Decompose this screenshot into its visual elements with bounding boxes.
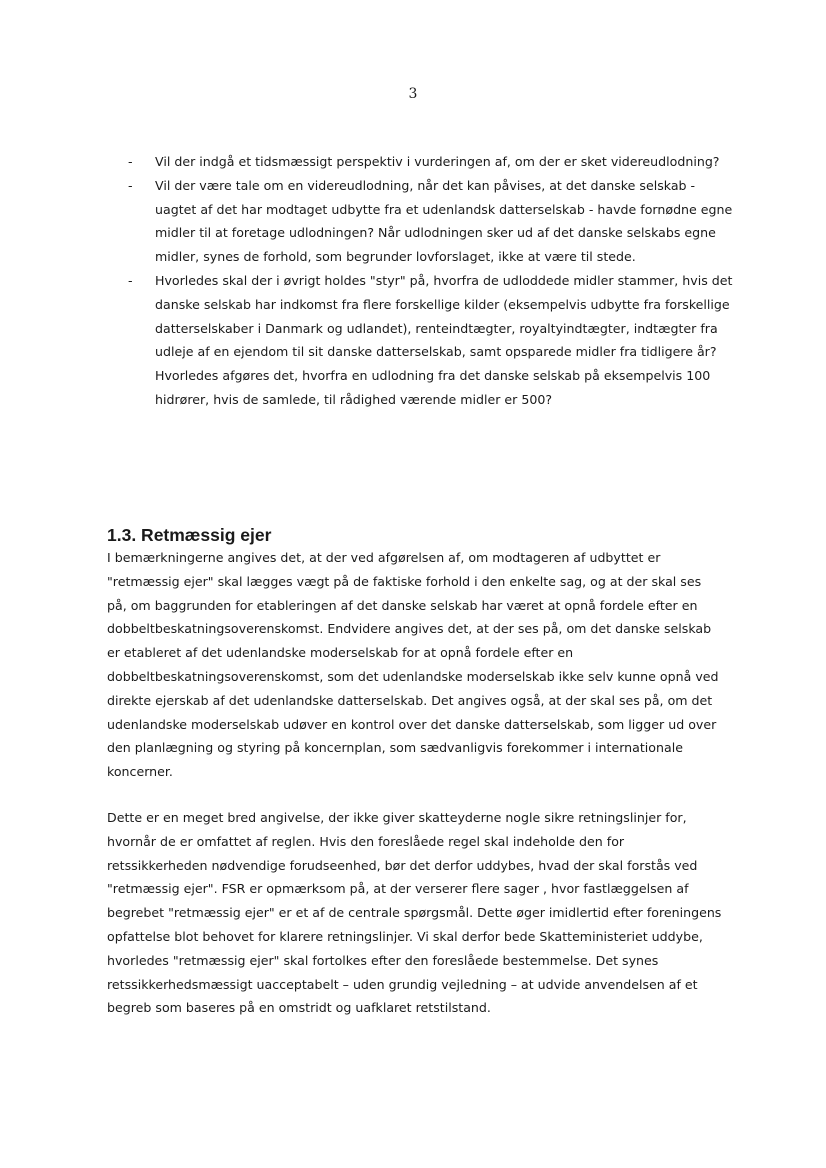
dash-bullet-marker: - — [128, 272, 133, 288]
dash-bullet-marker: - — [128, 154, 133, 169]
list-item — [118, 174, 738, 269]
dash-bullet-marker: - — [128, 177, 133, 193]
section-heading: 1.3. Retmæssig ejer — [107, 525, 272, 545]
list-item-text: Vil der være tale om en videreudlodning, når det kan påvises, at det danske selskab - uagtet af det har modtaget udbytte fra et udenlandsk datterselskab - havde fornødne egne midler til at foretage udlodningen? Når udlodningen sker ud af det danske selskabs egne midler, synes de forhold, som begrunder lovforslaget, ikke at være til stede. — [155, 177, 733, 265]
list-item-text: Vil der indgå et tidsmæssigt perspektiv i vurderingen af, om der er sket videreudlodning? — [155, 154, 720, 169]
list-item — [118, 150, 738, 174]
body-paragraph: Dette er en meget bred angivelse, der ikke giver skatteyderne nogle sikre retningslinjer for, hvornår de er omfattet af reglen. Hvis den foreslåede regel skal indeholde den for retssikkerheden nødvendige forudseenhed, bør det derfor uddybes, hvad der skal forstås ved "retmæssig ejer". FSR er opmærksom på, at der verserer flere sager , hvor fastlæggelsen af begrebet "retmæssig ejer" er et af de centrale spørgsmål. Dette øger imidlertid efter foreningens opfattelse blot behovet for klarere retningslinjer. Vi skal derfor bede Skatteministeriet uddybe, hvorledes "retmæssig ejer" skal fortolkes efter den foreslåede bestemmelse. Det synes retssikkerhedsmæssigt uacceptabelt – uden grundig vejledning – at udvide anvendelsen af et begreb som baseres på en omstridt og uafklaret retstilstand. — [107, 810, 722, 1016]
list-item — [118, 269, 738, 412]
question-list — [118, 150, 738, 412]
list-item-text: Hvorledes skal der i øvrigt holdes "styr" på, hvorfra de udloddede midler stammer, hvis det danske selskab har indkomst fra flere forskellige kilder (eksempelvis udbytte fra forskellige datterselskaber i Danmark og udlandet), renteindtægter, royaltyindtægter, indtægter fra udleje af en ejendom til sit danske datterselskab, samt opsparede midler fra tidligere år? Hvorledes afgøres det, hvorfra en udlodning fra det danske selskab på eksempelvis 100 hidrører, hvis de samlede, til rådighed værende midler er 500? — [155, 272, 733, 407]
page-number: 3 — [408, 86, 418, 102]
body-paragraph: I bemærkningerne angives det, at der ved afgørelsen af, om modtageren af udbyttet er "retmæssig ejer" skal lægges vægt på de faktiske forhold i den enkelte sag, og at der skal ses på, om baggrunden for etableringen af det danske selskab har været at opnå fordele efter en dobbeltbeskatningsoverenskomst. Endvidere angives det, at der ses på, om det danske selskab er etableret af det udenlandske moderselskab for at opnå fordele efter en dobbeltbeskatningsoverenskomst, som det udenlandske moderselskab ikke selv kunne opnå ved direkte ejerskab af det udenlandske datterselskab. Det angives også, at der skal ses på, om det udenlandske moderselskab udøver en kontrol over det danske datterselskab, som ligger ud over den planlægning og styring på koncernplan, som sædvanligvis forekommer i internationale koncerner. — [107, 550, 719, 780]
